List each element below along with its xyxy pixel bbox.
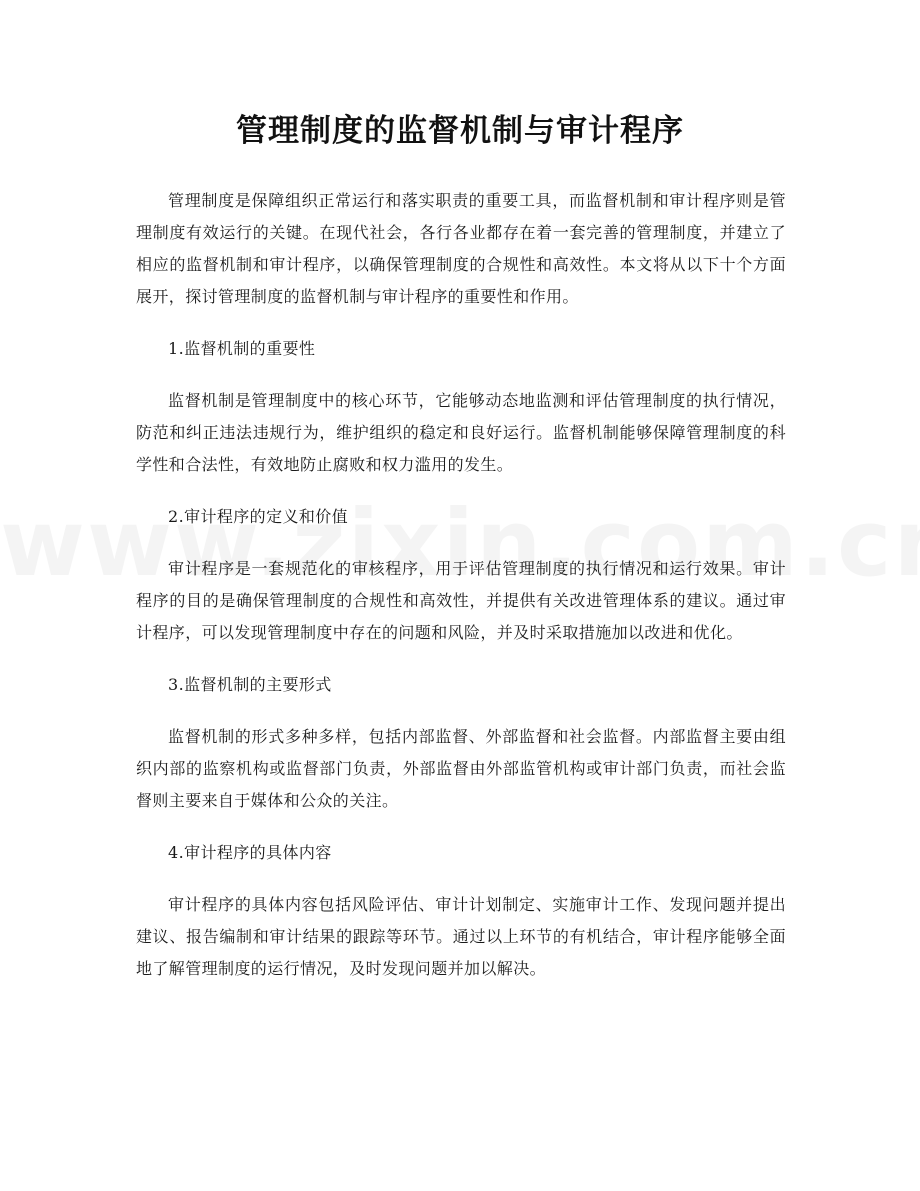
section-heading-4: 4.审计程序的具体内容 — [168, 843, 332, 862]
document-body — [136, 185, 786, 1005]
page-title: 管理制度的监督机制与审计程序 — [236, 113, 684, 149]
section-heading-3: 3.监督机制的主要形式 — [168, 675, 332, 694]
section-paragraph-4: 审计程序的具体内容包括风险评估、审计计划制定、实施审计工作、发现问题并提出建议、报告编制和审计结果的跟踪等环节。通过以上环节的有机结合，审计程序能够全面地了解管理制度的运行情况，及时发现问题并加以解决。 — [136, 895, 786, 978]
section-paragraph-1: 监督机制是管理制度中的核心环节，它能够动态地监测和评估管理制度的执行情况，防范和纠正违法违规行为，维护组织的稳定和良好运行。监督机制能够保障管理制度的科学性和合法性，有效地防止腐败和权力滥用的发生。 — [136, 391, 786, 474]
section-heading-2: 2.审计程序的定义和价值 — [168, 507, 349, 526]
section-paragraph-2: 审计程序是一套规范化的审核程序，用于评估管理制度的执行情况和运行效果。审计程序的目的是确保管理制度的合规性和高效性，并提供有关改进管理体系的建议。通过审计程序，可以发现管理制度中存在的问题和风险，并及时采取措施加以改进和优化。 — [136, 559, 786, 642]
section-heading-1: 1.监督机制的重要性 — [168, 339, 316, 358]
intro-paragraph: 管理制度是保障组织正常运行和落实职责的重要工具，而监督机制和审计程序则是管理制度有效运行的关键。在现代社会，各行各业都存在着一套完善的管理制度，并建立了相应的监督机制和审计程序，以确保管理制度的合规性和高效性。本文将从以下十个方面展开，探讨管理制度的监督机制与审计程序的重要性和作用。 — [136, 191, 786, 306]
section-paragraph-3: 监督机制的形式多种多样，包括内部监督、外部监督和社会监督。内部监督主要由组织内部的监察机构或监督部门负责，外部监督由外部监管机构或审计部门负责，而社会监督则主要来自于媒体和公众的关注。 — [136, 727, 786, 810]
